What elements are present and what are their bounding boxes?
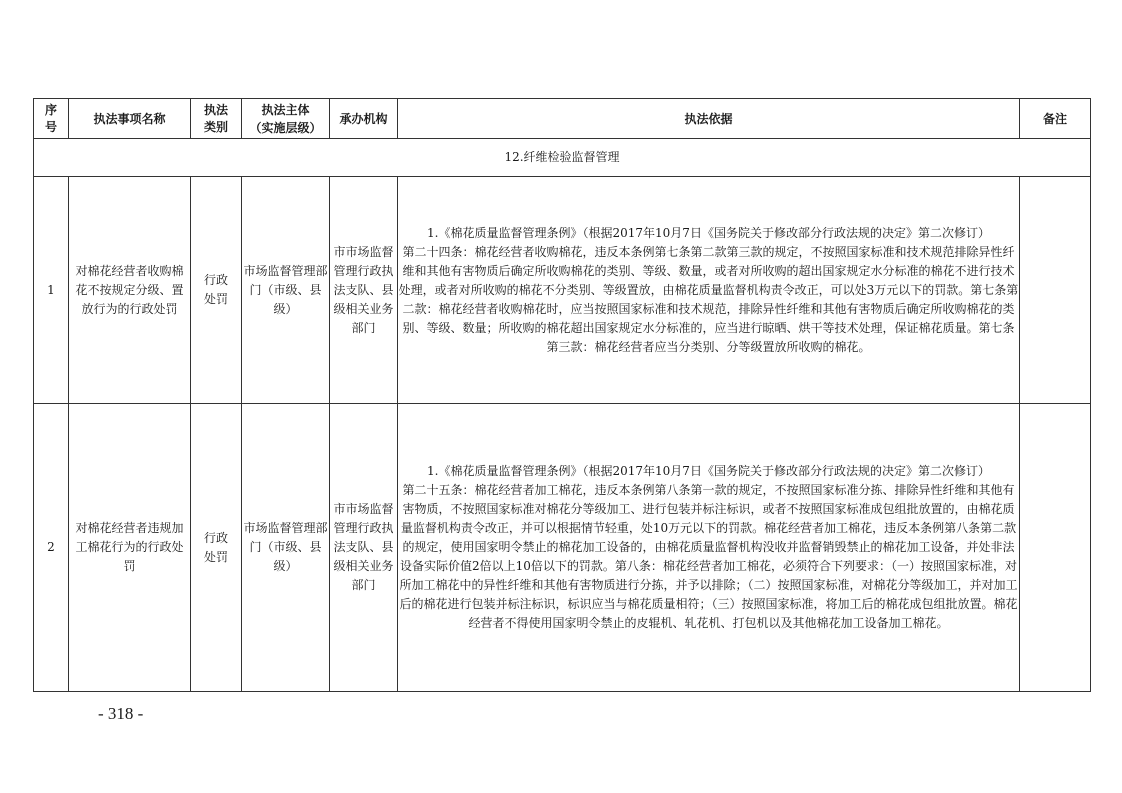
header-remark: 备注 xyxy=(1020,99,1091,139)
row-name: 对棉花经营者违规加工棉花行为的行政处罚 xyxy=(69,404,191,692)
header-subject-line2: （实施层级） xyxy=(249,120,322,135)
row-remark xyxy=(1020,177,1091,404)
row-subject: 市场监督管理部门（市级、县级） xyxy=(242,177,330,404)
header-agency: 承办机构 xyxy=(330,99,398,139)
row-subject: 市场监督管理部门（市级、县级） xyxy=(242,404,330,692)
table-row xyxy=(34,177,1091,404)
row-remark xyxy=(1020,404,1091,692)
section-row xyxy=(34,139,1091,177)
header-row xyxy=(34,99,1091,139)
header-subject xyxy=(242,99,330,139)
row-basis: 1.《棉花质量监督管理条例》（根据2017年10月7日《国务院关于修改部分行政法规的决定》第二次修订） 第二十五条：棉花经营者加工棉花，违反本条例第八条第一款的规定，不按照国家标准分拣、排除异性纤维和其他有害物质，不按照国家标准对棉花分等级加工、进行包装并标注标识，或者不按照国家标准成包组批放置的，由棉花质量监督机构责令改正，并可以根据情节轻重，处10万元以下的罚款。棉花经营者加工棉花，违反本条例第八条第二款的规定，使用国家明令禁止的棉花加工设备的，由棉花质量监督机构没收并监督销毁禁止的棉花加工设备，并处非法设备实际价值2倍以上10倍以下的罚款。第八条：棉花经营者加工棉花，必须符合下列要求：（一）按照国家标准，对所加工棉花中的异性纤维和其他有害物质进行分拣，并予以排除；（二）按照国家标准，对棉花分等级加工，并对加工后的棉花进行包装并标注标识，标识应当与棉花质量相符；（三）按照国家标准，将加工后的棉花成包组批放置。棉花经营者不得使用国家明令禁止的皮辊机、轧花机、打包机以及其他棉花加工设备加工棉花。 xyxy=(398,404,1020,692)
header-category: 执法类别 xyxy=(191,99,242,139)
header-subject-line1: 执法主体 xyxy=(261,102,310,117)
row-basis: 1.《棉花质量监督管理条例》（根据2017年10月7日《国务院关于修改部分行政法规的决定》第二次修订） 第二十四条：棉花经营者收购棉花，违反本条例第七条第二款第三款的规定，不按照国家标准和技术规范排除异性纤维和其他有害物质后确定所收购棉花的类别、等级、数量，或者对所收购的超出国家规定水分标准的棉花不进行技术处理，或者对所收购的棉花不分类别、等级置放，由棉花质量监督机构责令改正，可以处3万元以下的罚款。第七条第二款：棉花经营者收购棉花时，应当按照国家标准和技术规范，排除异性纤维和其他有害物质后确定所收购棉花的类别、等级、数量；所收购的棉花超出国家规定水分标准的，应当进行晾晒、烘干等技术处理，保证棉花质量。第七条第三款：棉花经营者应当分类别、分等级置放所收购的棉花。 xyxy=(398,177,1020,404)
table-row xyxy=(34,404,1091,692)
row-name: 对棉花经营者收购棉花不按规定分级、置放行为的行政处罚 xyxy=(69,177,191,404)
page-number: - 318 - xyxy=(98,704,144,723)
row-agency: 市市场监督管理行政执法支队、县级相关业务部门 xyxy=(330,404,398,692)
header-basis: 执法依据 xyxy=(398,99,1020,139)
header-name: 执法事项名称 xyxy=(69,99,191,139)
row-agency: 市市场监督管理行政执法支队、县级相关业务部门 xyxy=(330,177,398,404)
row-category: 行政处罚 xyxy=(191,404,242,692)
row-category: 行政处罚 xyxy=(191,177,242,404)
row-seq: 2 xyxy=(34,404,69,692)
header-seq: 序号 xyxy=(34,99,69,139)
row-seq: 1 xyxy=(34,177,69,404)
enforcement-table xyxy=(33,98,1091,692)
section-title: 12.纤维检验监督管理 xyxy=(34,139,1091,177)
